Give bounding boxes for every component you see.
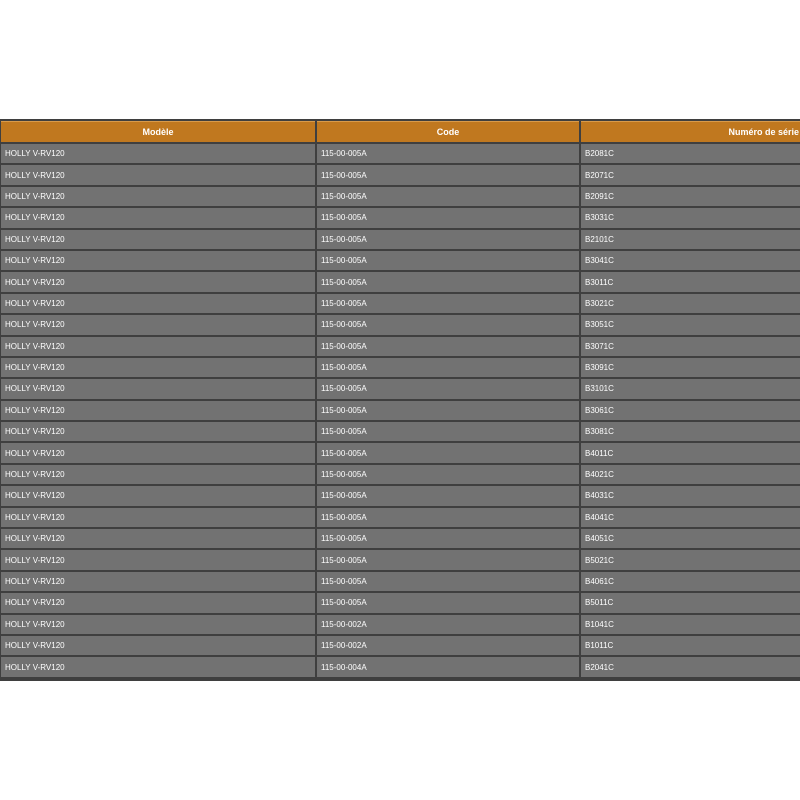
cell-serial-number: B3091C xyxy=(581,358,800,377)
table-row xyxy=(1,165,800,184)
column-header-serial-number: Numéro de série xyxy=(581,121,800,142)
cell-code: 115-00-005A xyxy=(317,572,579,591)
cell-serial-number: B2091C xyxy=(581,187,800,206)
cell-model: HOLLY V-RV120 xyxy=(1,251,315,270)
table-row xyxy=(1,465,800,484)
cell-serial-number: B3011C xyxy=(581,272,800,291)
cell-model: HOLLY V-RV120 xyxy=(1,593,315,612)
cell-serial-number: B3081C xyxy=(581,422,800,441)
table-body xyxy=(1,144,800,677)
cell-model: HOLLY V-RV120 xyxy=(1,529,315,548)
cell-model: HOLLY V-RV120 xyxy=(1,508,315,527)
cell-code: 115-00-005A xyxy=(317,165,579,184)
table-row xyxy=(1,187,800,206)
cell-serial-number: B2101C xyxy=(581,230,800,249)
table-row xyxy=(1,593,800,612)
table-row xyxy=(1,272,800,291)
cell-serial-number: B3101C xyxy=(581,379,800,398)
table-row xyxy=(1,230,800,249)
cell-code: 115-00-005A xyxy=(317,337,579,356)
cell-code: 115-00-005A xyxy=(317,550,579,569)
cell-code: 115-00-005A xyxy=(317,486,579,505)
cell-serial-number: B3021C xyxy=(581,294,800,313)
cell-code: 115-00-002A xyxy=(317,615,579,634)
table-row xyxy=(1,657,800,676)
cell-model: HOLLY V-RV120 xyxy=(1,615,315,634)
table-header-row xyxy=(1,121,800,142)
cell-serial-number: B3061C xyxy=(581,401,800,420)
cell-code: 115-00-005A xyxy=(317,358,579,377)
table-row xyxy=(1,379,800,398)
cell-code: 115-00-005A xyxy=(317,465,579,484)
cell-code: 115-00-004A xyxy=(317,657,579,676)
cell-code: 115-00-005A xyxy=(317,208,579,227)
cell-model: HOLLY V-RV120 xyxy=(1,165,315,184)
cell-model: HOLLY V-RV120 xyxy=(1,422,315,441)
cell-model: HOLLY V-RV120 xyxy=(1,443,315,462)
table-row xyxy=(1,358,800,377)
cell-serial-number: B1011C xyxy=(581,636,800,655)
cell-code: 115-00-005A xyxy=(317,593,579,612)
cell-model: HOLLY V-RV120 xyxy=(1,657,315,676)
cell-code: 115-00-005A xyxy=(317,379,579,398)
cell-model: HOLLY V-RV120 xyxy=(1,337,315,356)
cell-model: HOLLY V-RV120 xyxy=(1,144,315,163)
cell-serial-number: B3051C xyxy=(581,315,800,334)
cell-serial-number: B4031C xyxy=(581,486,800,505)
table-row xyxy=(1,208,800,227)
table-row xyxy=(1,529,800,548)
cell-model: HOLLY V-RV120 xyxy=(1,315,315,334)
cell-serial-number: B2081C xyxy=(581,144,800,163)
serial-numbers-table xyxy=(0,119,800,679)
cell-serial-number: B4041C xyxy=(581,508,800,527)
cell-model: HOLLY V-RV120 xyxy=(1,465,315,484)
table-row xyxy=(1,294,800,313)
cell-serial-number: B4011C xyxy=(581,443,800,462)
serial-numbers-table-container xyxy=(0,119,800,681)
table-row xyxy=(1,337,800,356)
cell-serial-number: B2071C xyxy=(581,165,800,184)
table-row xyxy=(1,251,800,270)
cell-serial-number: B3041C xyxy=(581,251,800,270)
table-row xyxy=(1,144,800,163)
cell-serial-number: B5021C xyxy=(581,550,800,569)
cell-code: 115-00-005A xyxy=(317,401,579,420)
cell-serial-number: B4021C xyxy=(581,465,800,484)
table-row xyxy=(1,572,800,591)
cell-serial-number: B3071C xyxy=(581,337,800,356)
cell-model: HOLLY V-RV120 xyxy=(1,272,315,291)
cell-model: HOLLY V-RV120 xyxy=(1,230,315,249)
cell-model: HOLLY V-RV120 xyxy=(1,550,315,569)
cell-code: 115-00-005A xyxy=(317,529,579,548)
cell-serial-number: B3031C xyxy=(581,208,800,227)
cell-model: HOLLY V-RV120 xyxy=(1,294,315,313)
cell-model: HOLLY V-RV120 xyxy=(1,187,315,206)
table-row xyxy=(1,443,800,462)
cell-serial-number: B4051C xyxy=(581,529,800,548)
cell-code: 115-00-002A xyxy=(317,636,579,655)
cell-code: 115-00-005A xyxy=(317,251,579,270)
cell-code: 115-00-005A xyxy=(317,422,579,441)
cell-model: HOLLY V-RV120 xyxy=(1,636,315,655)
table-row xyxy=(1,315,800,334)
cell-model: HOLLY V-RV120 xyxy=(1,358,315,377)
cell-serial-number: B2041C xyxy=(581,657,800,676)
table-row xyxy=(1,401,800,420)
column-header-model: Modèle xyxy=(1,121,315,142)
cell-code: 115-00-005A xyxy=(317,230,579,249)
cell-code: 115-00-005A xyxy=(317,443,579,462)
cell-code: 115-00-005A xyxy=(317,187,579,206)
cell-code: 115-00-005A xyxy=(317,272,579,291)
cell-code: 115-00-005A xyxy=(317,508,579,527)
table-row xyxy=(1,550,800,569)
cell-model: HOLLY V-RV120 xyxy=(1,379,315,398)
cell-serial-number: B5011C xyxy=(581,593,800,612)
cell-model: HOLLY V-RV120 xyxy=(1,401,315,420)
cell-serial-number: B4061C xyxy=(581,572,800,591)
cell-code: 115-00-005A xyxy=(317,315,579,334)
cell-model: HOLLY V-RV120 xyxy=(1,208,315,227)
column-header-code: Code xyxy=(317,121,579,142)
cell-serial-number: B1041C xyxy=(581,615,800,634)
cell-code: 115-00-005A xyxy=(317,144,579,163)
cell-code: 115-00-005A xyxy=(317,294,579,313)
cell-model: HOLLY V-RV120 xyxy=(1,572,315,591)
table-row xyxy=(1,615,800,634)
cell-model: HOLLY V-RV120 xyxy=(1,486,315,505)
table-row xyxy=(1,636,800,655)
table-row xyxy=(1,508,800,527)
table-row xyxy=(1,486,800,505)
table-row xyxy=(1,422,800,441)
